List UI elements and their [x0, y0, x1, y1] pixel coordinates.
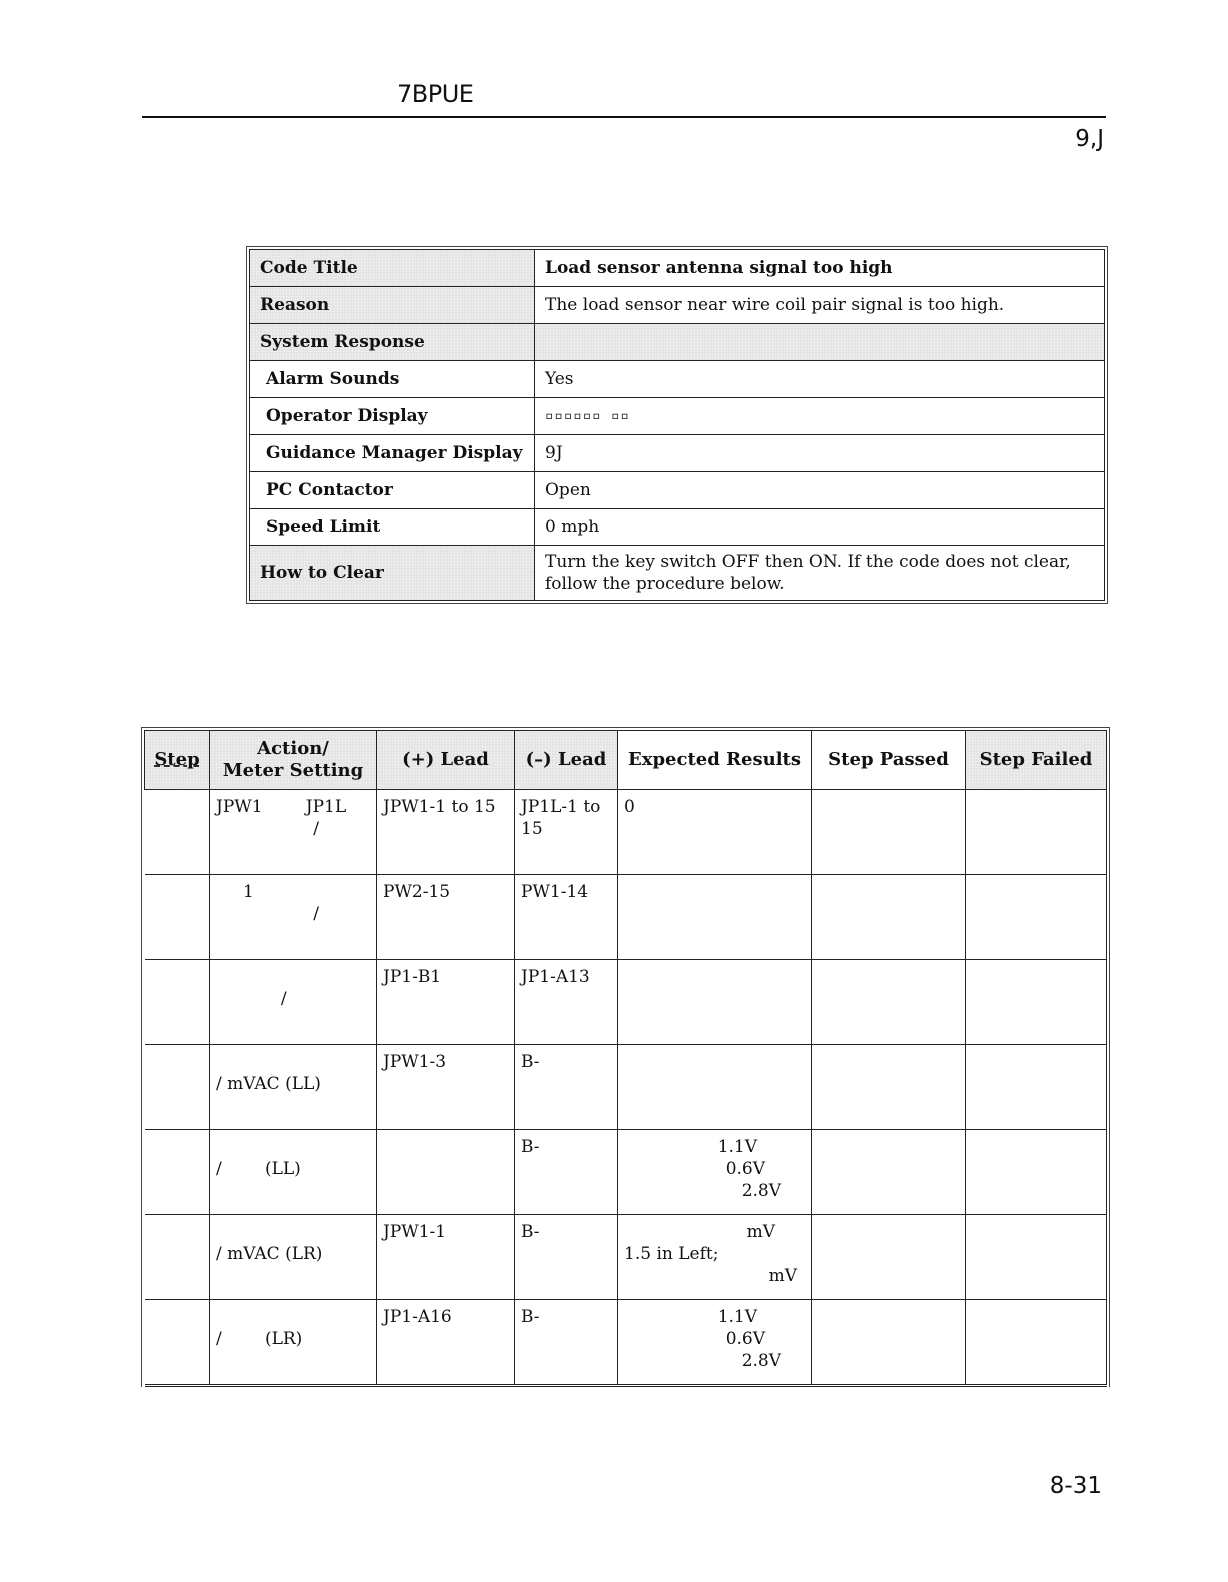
code-info-value: Load sensor antenna signal too high [535, 250, 1105, 287]
step-cell [145, 1130, 210, 1215]
action-cell [210, 1045, 377, 1130]
procedure-table [141, 727, 1110, 1387]
step-passed-cell [812, 1300, 966, 1386]
code-info-label: Operator Display [250, 398, 535, 435]
step-passed-cell [812, 1130, 966, 1215]
code-info-value: Open [535, 472, 1105, 509]
expected-cell [618, 1215, 812, 1300]
document-title: 7BPUE [397, 80, 474, 108]
action-line: / (LL) [216, 1159, 301, 1179]
code-info-value: ▫▫▫▫▫▫ ▫▫ [535, 398, 1105, 435]
step-cell [145, 1300, 210, 1386]
action-line [216, 1051, 370, 1073]
step-passed-cell [812, 1045, 966, 1130]
action-line: / mVAC (LR) [216, 1244, 323, 1264]
header-step-passed: Step Passed [812, 731, 966, 790]
plus-lead-cell: JPW1-3 [377, 1045, 515, 1130]
code-info-label: Speed Limit [250, 509, 535, 546]
action-line: 1 [216, 882, 254, 902]
code-info-value: 0 mph [535, 509, 1105, 546]
code-info-value: 9J [535, 435, 1105, 472]
code-info-value: Turn the key switch OFF then ON. If the code does not clear, follow the procedure below. [535, 546, 1105, 601]
step-failed-cell [966, 1215, 1107, 1300]
action-line [216, 1136, 370, 1158]
expected-line: 1.1V [717, 1137, 757, 1157]
header-action: Action/ Meter Setting [210, 731, 377, 790]
action-line: JPW1 JP1L [216, 797, 347, 817]
minus-lead-cell: B- [515, 1130, 618, 1215]
procedure-row [145, 1130, 1107, 1215]
procedure-row [145, 960, 1107, 1045]
action-line: / [216, 904, 319, 924]
action-cell [210, 875, 377, 960]
plus-lead-cell: JP1-B1 [377, 960, 515, 1045]
minus-lead-cell: JP1-A13 [515, 960, 618, 1045]
step-passed-cell [812, 1215, 966, 1300]
step-cell [145, 1215, 210, 1300]
action-line [216, 1221, 370, 1243]
plus-lead-cell: JPW1-1 [377, 1215, 515, 1300]
step-passed-cell [812, 875, 966, 960]
code-info-grid [249, 249, 1105, 601]
code-info-row [250, 361, 1105, 398]
step-cell [145, 1045, 210, 1130]
step-cell [145, 790, 210, 875]
procedure-row [145, 1045, 1107, 1130]
action-line [216, 966, 370, 988]
action-line: / (LR) [216, 1329, 303, 1349]
header-step-failed: Step Failed [966, 731, 1107, 790]
step-failed-cell [966, 1300, 1107, 1386]
procedure-header-row [145, 731, 1107, 790]
code-info-label: Reason [250, 287, 535, 324]
minus-lead-cell: B- [515, 1300, 618, 1386]
action-cell [210, 1130, 377, 1215]
step-passed-cell [812, 790, 966, 875]
expected-line: 2.8V [741, 1351, 781, 1371]
procedure-row [145, 1215, 1107, 1300]
expected-line: mV [746, 1222, 775, 1242]
action-line: / [216, 819, 319, 839]
expected-line: 2.8V [741, 1181, 781, 1201]
minus-lead-cell: JP1L-1 to 15 [515, 790, 618, 875]
plus-lead-cell: JPW1-1 to 15 [377, 790, 515, 875]
action-cell [210, 790, 377, 875]
expected-line: 0 [624, 797, 635, 817]
header-code: 9,J [1075, 126, 1104, 152]
step-cell [145, 960, 210, 1045]
code-info-row [250, 509, 1105, 546]
code-info-row [250, 472, 1105, 509]
page-number: 8-31 [1049, 1473, 1102, 1499]
minus-lead-cell: B- [515, 1045, 618, 1130]
header-plus-lead: (+) Lead [377, 731, 515, 790]
header-expected-results: Expected Results [618, 731, 812, 790]
code-info-value [535, 324, 1105, 361]
step-failed-cell [966, 875, 1107, 960]
code-info-value: The load sensor near wire coil pair signal is too high. [535, 287, 1105, 324]
code-info-row [250, 287, 1105, 324]
action-cell [210, 1300, 377, 1386]
code-info-row [250, 546, 1105, 601]
expected-cell [618, 1130, 812, 1215]
minus-lead-cell: B- [515, 1215, 618, 1300]
header-minus-lead: (–) Lead [515, 731, 618, 790]
plus-lead-cell [377, 1130, 515, 1215]
procedure-row [145, 790, 1107, 875]
step-failed-cell [966, 790, 1107, 875]
step-failed-cell [966, 960, 1107, 1045]
minus-lead-cell: PW1-14 [515, 875, 618, 960]
step-passed-cell [812, 960, 966, 1045]
expected-line: 0.6V [725, 1329, 765, 1349]
expected-cell [618, 960, 812, 1045]
action-cell [210, 1215, 377, 1300]
expected-cell [618, 875, 812, 960]
step-failed-cell [966, 1045, 1107, 1130]
procedure-row [145, 875, 1107, 960]
code-info-label: Guidance Manager Display [250, 435, 535, 472]
code-info-row [250, 435, 1105, 472]
action-line: / mVAC (LL) [216, 1074, 321, 1094]
plus-lead-cell: PW2-15 [377, 875, 515, 960]
step-failed-cell [966, 1130, 1107, 1215]
expected-line: mV [768, 1266, 797, 1286]
action-cell [210, 960, 377, 1045]
expected-cell [618, 1045, 812, 1130]
action-line: / [216, 989, 287, 1009]
code-info-row [250, 324, 1105, 361]
code-info-table [246, 246, 1108, 604]
header-step: Step [145, 731, 210, 790]
procedure-row [145, 1300, 1107, 1386]
plus-lead-cell: JP1-A16 [377, 1300, 515, 1386]
code-info-label: PC Contactor [250, 472, 535, 509]
procedure-grid [144, 730, 1107, 1387]
code-info-value: Yes [535, 361, 1105, 398]
expected-cell [618, 1300, 812, 1386]
expected-line: 1.5 in Left; [624, 1244, 719, 1264]
step-cell [145, 875, 210, 960]
expected-line: 1.1V [717, 1307, 757, 1327]
code-info-label: System Response [250, 324, 535, 361]
code-info-row [250, 250, 1105, 287]
expected-cell [618, 790, 812, 875]
header-rule [142, 116, 1106, 118]
code-info-label: How to Clear [250, 546, 535, 601]
action-line [216, 1306, 370, 1328]
code-info-label: Code Title [250, 250, 535, 287]
code-info-label: Alarm Sounds [250, 361, 535, 398]
expected-line: 0.6V [725, 1159, 765, 1179]
code-info-row [250, 398, 1105, 435]
